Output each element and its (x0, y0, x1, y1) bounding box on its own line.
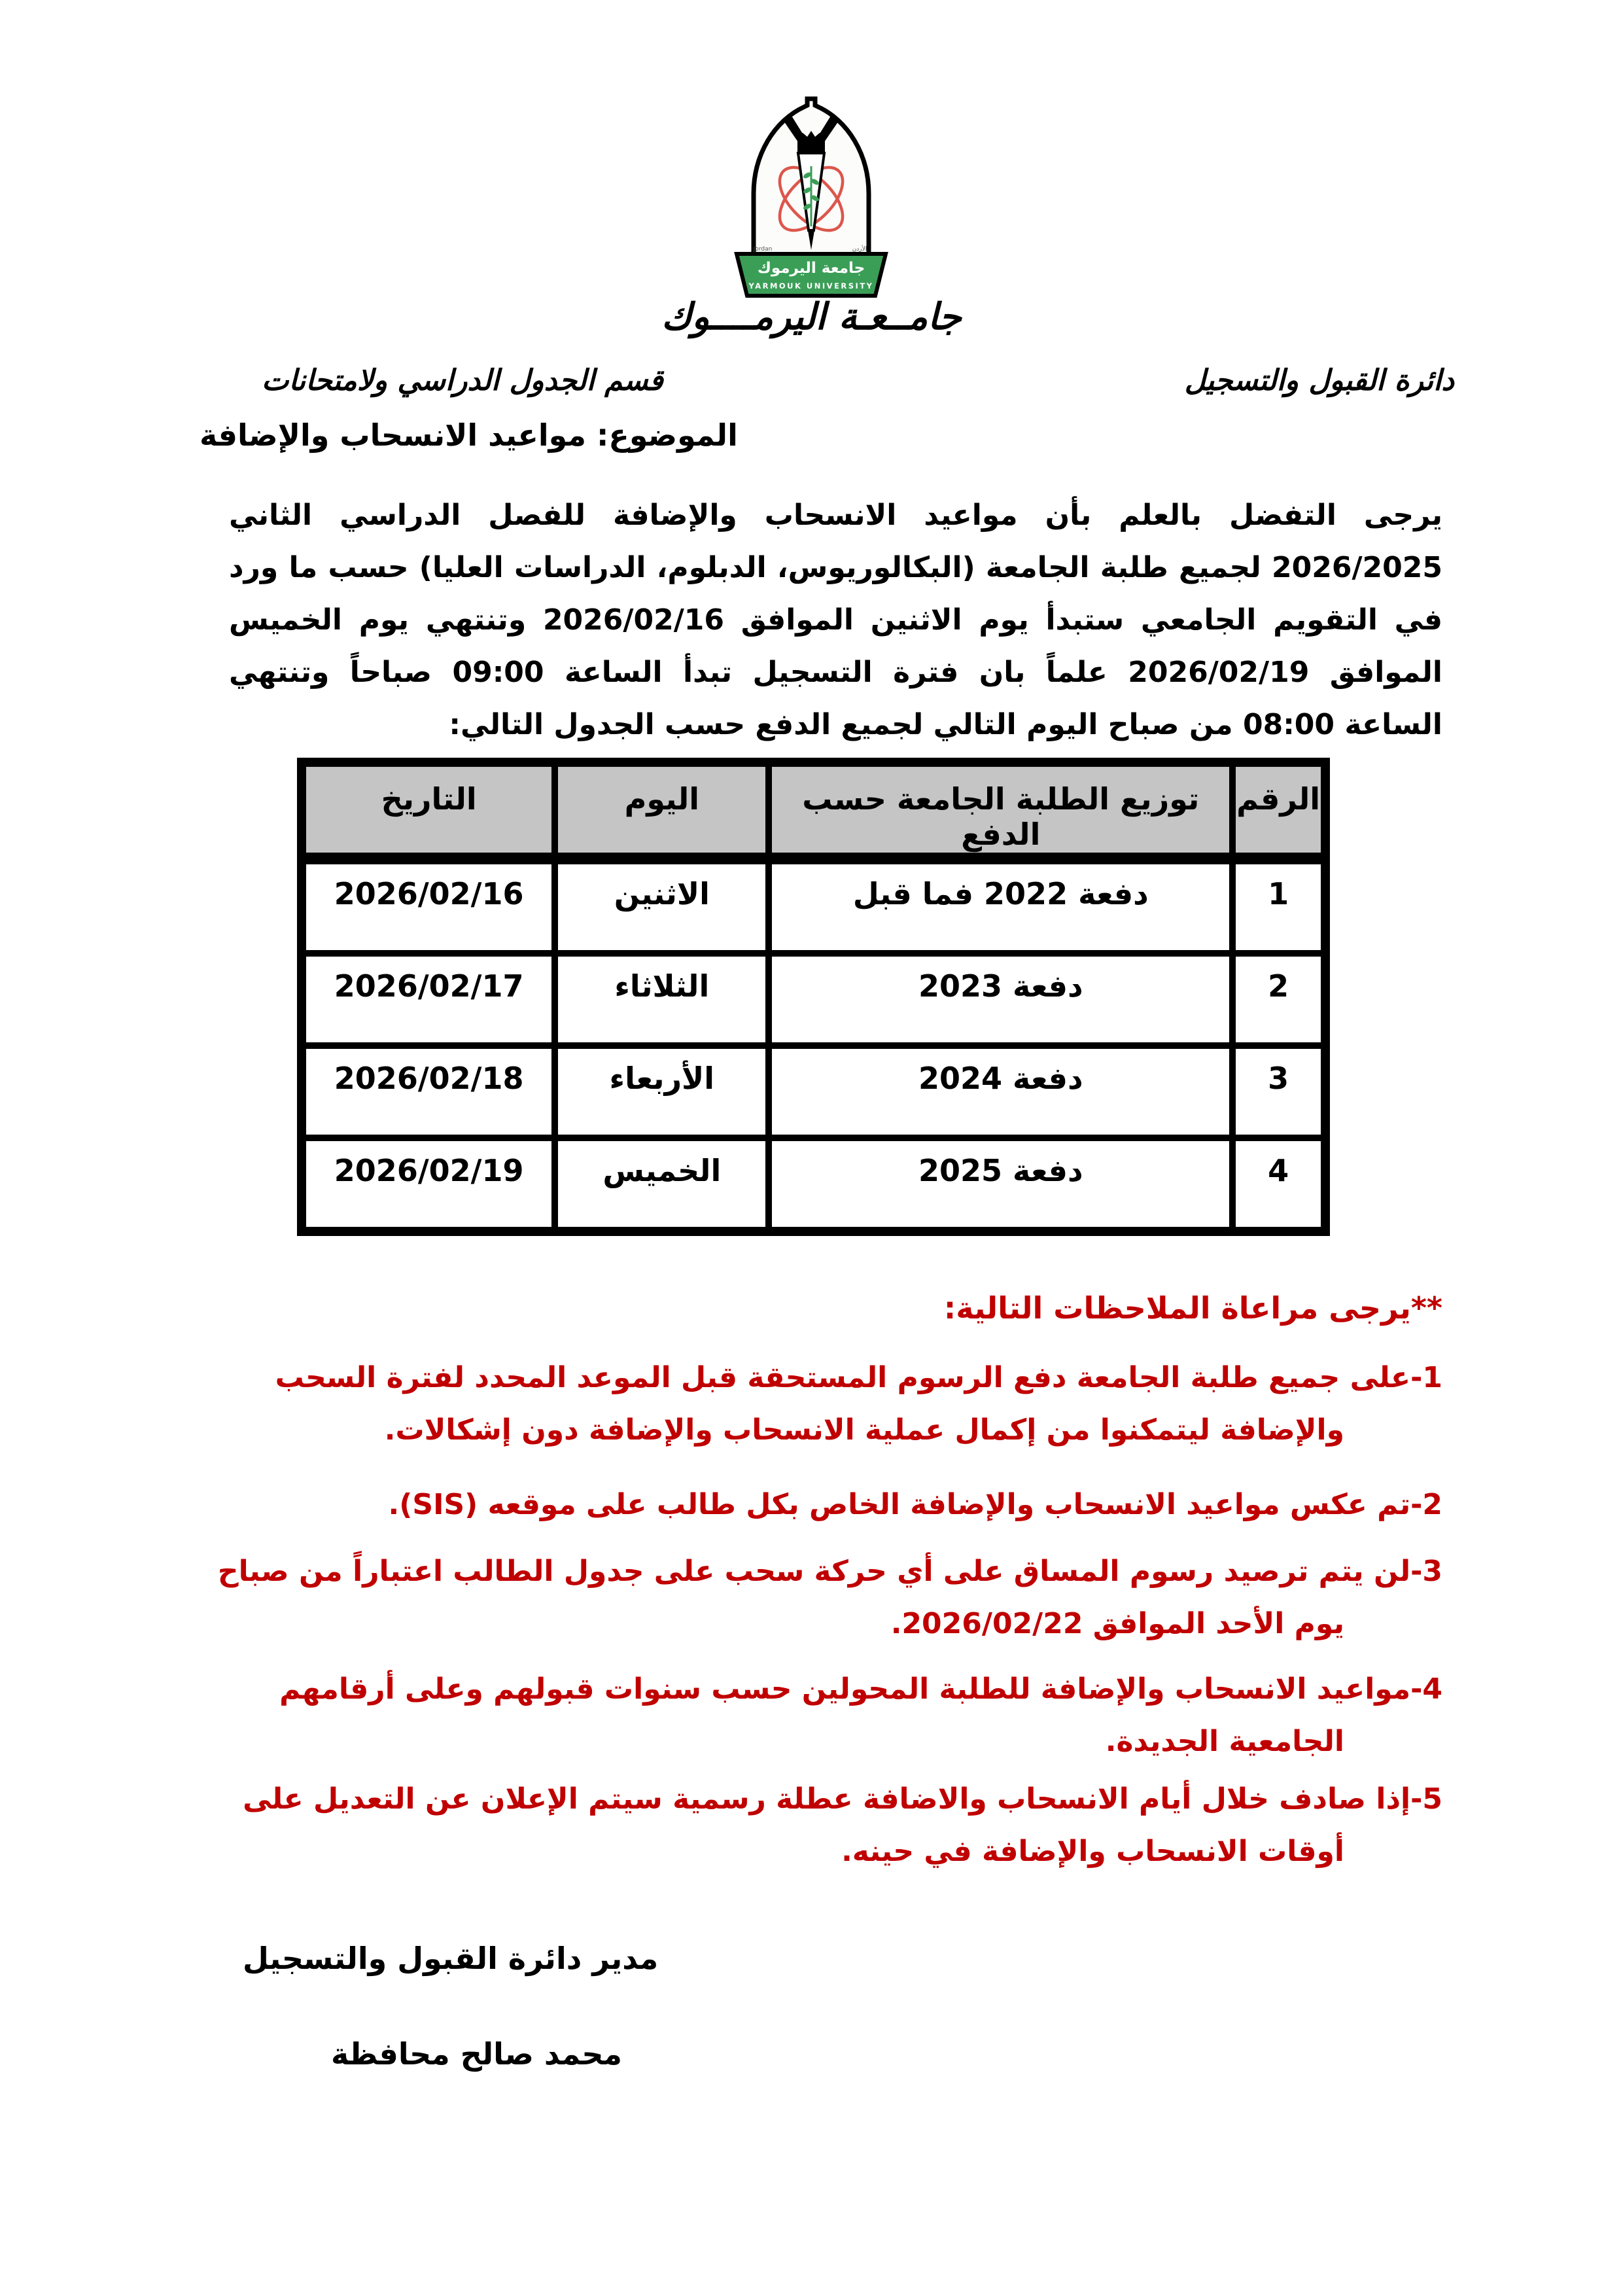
row-number: 4 (1232, 1138, 1325, 1231)
note-item-3: 3-لن يتم ترصيد رسوم المساق على أي حركة سحب على جدول الطالب اعتباراً من صباح يوم الأحد الموافق 2026/02/22. (217, 1555, 1442, 1640)
row-day: الاثنين (555, 858, 769, 953)
row-number: 1 (1232, 858, 1325, 953)
note-item-4: 4-مواعيد الانسحاب والإضافة للطلبة المحولين حسب سنوات قبولهم وعلى أرقامهم الجامعية الجديدة. (279, 1672, 1442, 1758)
row-day: الخميس (555, 1138, 769, 1231)
table-row (302, 858, 1325, 953)
row-date: 2026/02/17 (302, 953, 555, 1046)
row-day: الثلاثاء (555, 953, 769, 1046)
column-header-number: الرقم (1232, 762, 1325, 858)
logo-side-text-left: Jordan (753, 246, 773, 253)
note-item-5: 5-إذا صادف خلال أيام الانسحاب والاضافة عطلة رسمية سيتم الإعلان عن التعديل على أوقات الانسحاب والإضافة في حينه. (243, 1782, 1442, 1868)
note-item-1: 1-على جميع طلبة الجامعة دفع الرسوم المستحقة قبل الموعد المحدد لفترة السحب والإضافة ليتمكنوا من إكمال عملية الانسحاب والإضافة دون إشكالات. (275, 1361, 1442, 1447)
row-day: الأربعاء (555, 1046, 769, 1138)
table-header-row (302, 762, 1325, 858)
logo-side-text-right: الأردن (852, 246, 867, 253)
department-schedule-exams: قسم الجدول الدراسي ولامتحانات (262, 364, 663, 397)
university-title: جامــعـة اليرمــــوك (661, 296, 962, 338)
column-header-batch: توزيع الطلبة الجامعة حسب الدفع (769, 762, 1232, 858)
row-batch: دفعة 2025 (769, 1138, 1232, 1231)
withdrawal-schedule-table (297, 758, 1330, 1236)
subject-line: الموضوع: مواعيد الانسحاب والإضافة (200, 417, 738, 453)
row-date: 2026/02/19 (302, 1138, 555, 1231)
university-logo (725, 96, 898, 300)
note-item-2: 2-تم عكس مواعيد الانسحاب والإضافة الخاص بكل طالب على موقعه (SIS). (388, 1488, 1442, 1521)
department-admission-registration: دائرة القبول والتسجيل (1184, 364, 1454, 397)
row-date: 2026/02/18 (302, 1046, 555, 1138)
row-batch: دفعة 2024 (769, 1046, 1232, 1138)
row-date: 2026/02/16 (302, 858, 555, 953)
notes-heading: **يرجى مراعاة الملاحظات التالية: (943, 1290, 1442, 1326)
logo-name-arabic: جامعة اليرموك (757, 260, 865, 277)
row-number: 3 (1232, 1046, 1325, 1138)
row-number: 2 (1232, 953, 1325, 1046)
table-row (302, 1138, 1325, 1231)
intro-paragraph: يرجى التفضل بالعلم بأن مواعيد الانسحاب والإضافة للفصل الدراسي الثاني 2026/2025 لجميع طلبة الجامعة (البكالوريوس، الدبلوم، الدراسات العليا) حسب ما ورد في التقويم الجامعي ستبدأ يوم الاثنين الموافق 2026/02/16 وتنتهي يوم الخميس الموافق 2026/02/19 علماً بان فترة التسجيل تبدأ الساعة 09:00 صباحاً وتنتهي الساعة 08:00 من صباح اليوم التالي لجميع الدفع حسب الجدول التالي: (229, 499, 1443, 741)
signature-name: محمد صالح محافظة (331, 2036, 622, 2072)
logo-name-english: YARMOUK UNIVERSITY (748, 281, 874, 291)
column-header-date: التاريخ (302, 762, 555, 858)
signature-title: مدير دائرة القبول والتسجيل (243, 1941, 659, 1976)
row-batch: دفعة 2022 فما قبل (769, 858, 1232, 953)
table-row (302, 1046, 1325, 1138)
row-batch: دفعة 2023 (769, 953, 1232, 1046)
column-header-day: اليوم (555, 762, 769, 858)
table-row (302, 953, 1325, 1046)
